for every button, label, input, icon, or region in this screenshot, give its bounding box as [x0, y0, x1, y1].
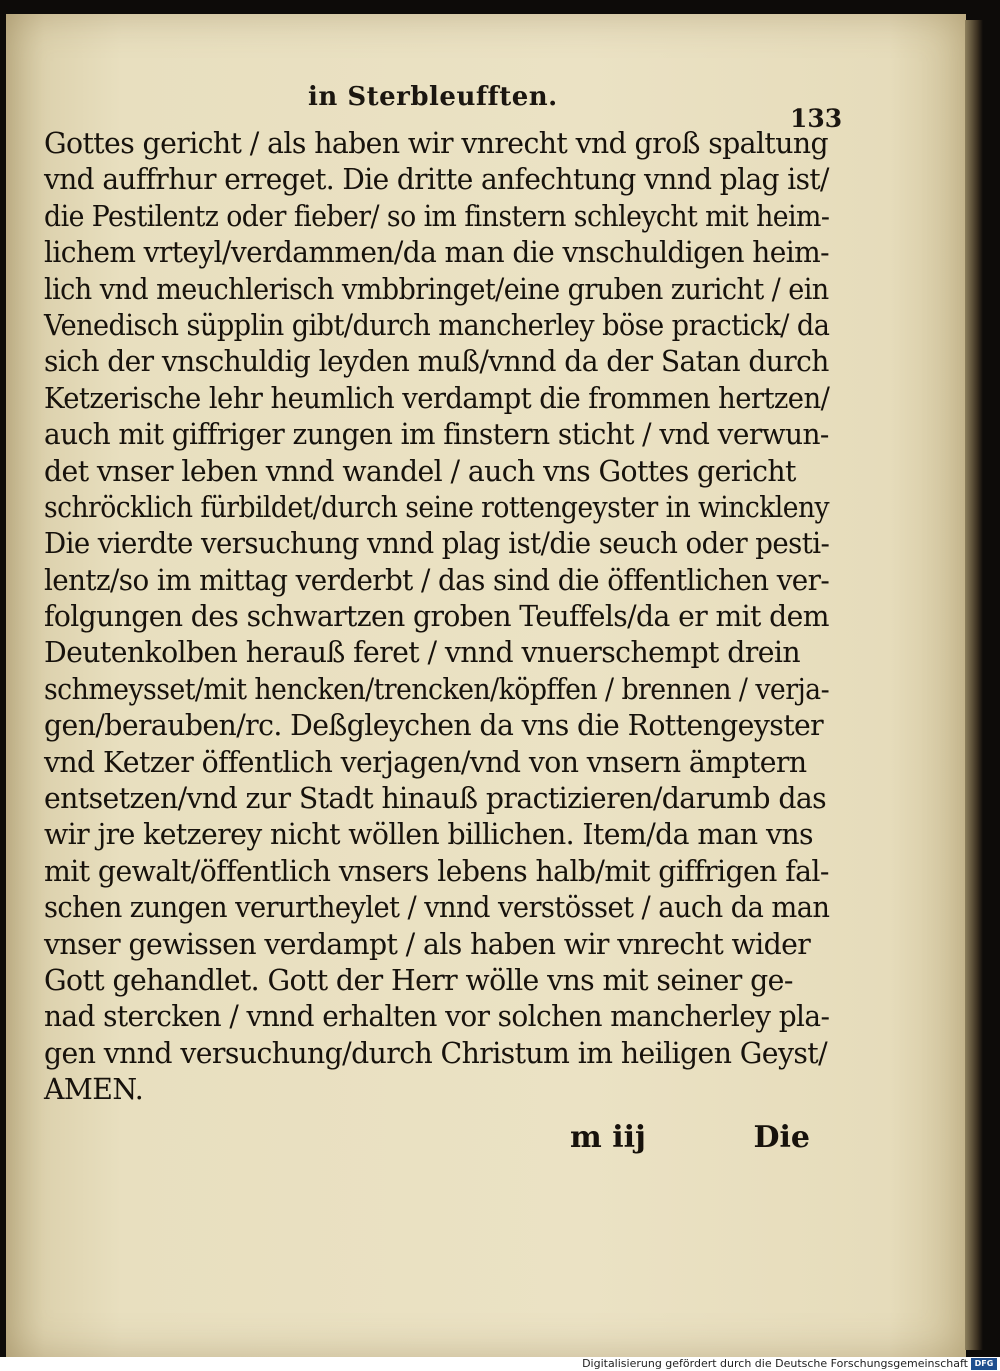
- text-line: lichem vrteyl/verdammen/da man die vnschuldigen heim-: [44, 236, 830, 270]
- text-line: die Pestilentz oder fieber/ so im finstern schleycht mit heim-: [44, 199, 830, 233]
- running-head: in Sterbleufften.: [308, 82, 558, 112]
- text-line: vnd Ketzer öffentlich verjagen/vnd von vnsern ämptern: [44, 745, 807, 779]
- text-line: AMEN.: [44, 1073, 144, 1107]
- text-line: Gott gehandlet. Gott der Herr wölle vns mit seiner ge-: [44, 963, 793, 997]
- text-line: lich vnd meuchlerisch vmbbringet/eine gruben zuricht / ein: [44, 272, 829, 306]
- text-line: vnser gewissen verdampt / als haben wir vnrecht wider: [44, 927, 811, 961]
- text-line: entsetzen/vnd zur Stadt hinauß practizieren/darumb das: [44, 782, 827, 816]
- text-line: Ketzerische lehr heumlich verdampt die frommen hertzen/: [44, 381, 830, 415]
- footer-credit: Digitalisierung gefördert durch die Deutsche Forschungsgemeinschaft: [582, 1357, 968, 1370]
- text-line: Gottes gericht / als haben wir vnrecht vnd groß spaltung: [44, 127, 829, 160]
- signature-line: [570, 1120, 810, 1155]
- text-line: Die vierdte versuchung vnnd plag ist/die seuch oder pesti-: [44, 527, 830, 561]
- text-line: folgungen des schwartzen groben Teuffels/da er mit dem: [44, 600, 829, 634]
- text-line: wir jre ketzerey nicht wöllen billichen. Item/da man vns: [44, 818, 813, 852]
- text-line: lentz/so im mittag verderbt / das sind die öffentlichen ver-: [44, 563, 830, 597]
- page-edge-shadow: [965, 20, 983, 1350]
- signature-mark: m iij: [570, 1120, 646, 1155]
- text-line: gen/berauben/rc. Deßgleychen da vns die Rottengeyster: [44, 709, 824, 743]
- page-number: 133: [790, 104, 843, 133]
- text-line: schröcklich fürbildet/durch seine rottengeyster in winckleny: [44, 490, 830, 524]
- text-line: det vnser leben vnnd wandel / auch vns Gottes gericht: [44, 454, 796, 488]
- text-line: sich der vnschuldig leyden muß/vnnd da der Satan durch: [44, 345, 829, 379]
- text-line: schmeysset/mit hencken/trencken/köpffen / brennen / verja-: [44, 672, 830, 706]
- dfg-logo: DFG: [971, 1358, 997, 1370]
- catchword: Die: [753, 1120, 810, 1155]
- text-line: auch mit giffriger zungen im finstern sticht / vnd verwun-: [44, 418, 829, 452]
- text-line: vnd auffrhur erreget. Die dritte anfechtung vnnd plag ist/: [44, 163, 829, 197]
- body-text: [44, 126, 834, 1109]
- text-line: gen vnnd versuchung/durch Christum im heiligen Geyst/: [44, 1036, 828, 1070]
- text-line: schen zungen verurtheylet / vnnd verstösset / auch da man: [44, 891, 830, 925]
- footer: [0, 1357, 1000, 1371]
- text-line: Venedisch süpplin gibt/durch mancherley böse practick/ da: [44, 308, 830, 342]
- text-line: mit gewalt/öffentlich vnsers lebens halb/mit giffrigen fal-: [44, 854, 829, 888]
- text-line: Deutenkolben herauß feret / vnnd vnuerschempt drein: [44, 636, 800, 670]
- text-line: nad stercken / vnnd erhalten vor solchen mancherley pla-: [44, 1000, 830, 1034]
